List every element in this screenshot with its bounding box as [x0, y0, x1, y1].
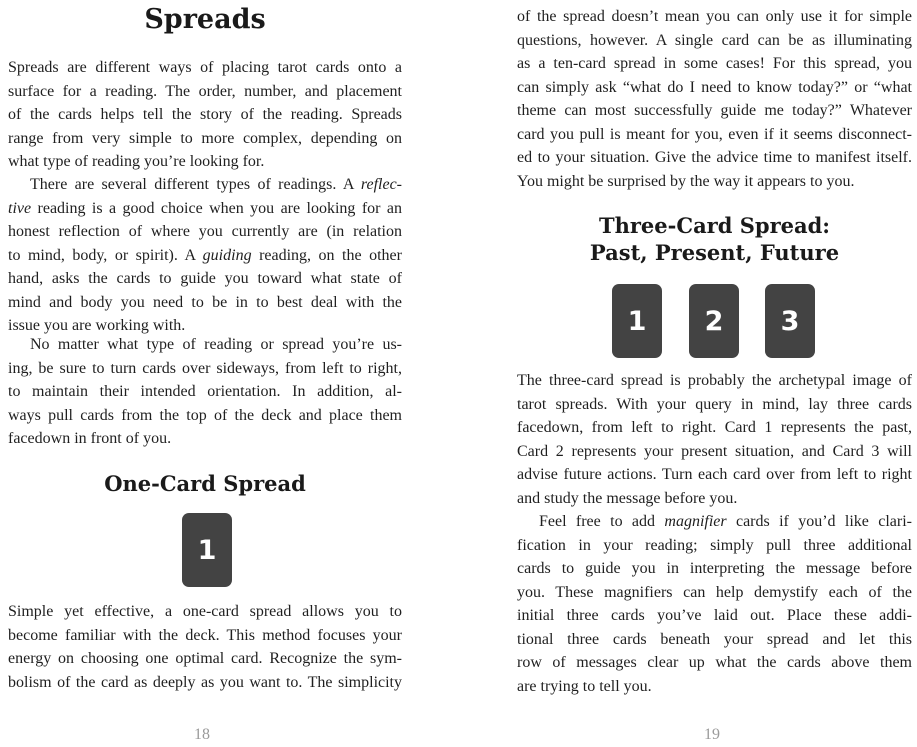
- card-1-illustration: 1: [182, 513, 232, 587]
- text-line: tive reading is a good choice when you are looking for an: [8, 199, 402, 217]
- text-line: energy on choosing one optimal card. Recognize the sym-: [8, 650, 402, 667]
- one-card-heading: One-Card Spread: [104, 471, 306, 496]
- card-2-illustration: 2: [689, 284, 739, 358]
- three-card-heading: [517, 212, 912, 266]
- orientation-paragraph: [8, 333, 402, 451]
- text-line: can simply ask “what do I need to know today?” or “what: [517, 78, 912, 96]
- text-line: honest reflection of where you currently are (in relation: [8, 223, 402, 240]
- text-line: what type of reading you’re looking for.: [8, 153, 265, 170]
- text-line: ways pull cards from the top of the deck and place them: [8, 406, 402, 424]
- text-line: tional three cards beneath your spread and let this: [517, 630, 912, 648]
- text-line: Simple yet effective, a one-card spread allows you to: [8, 603, 402, 620]
- reading-types-paragraph: [8, 173, 402, 338]
- text-line: to maintain their intended orientation. In addition, al-: [8, 383, 402, 400]
- continued-paragraph: [517, 5, 912, 193]
- text-line: become familiar with the deck. This method focuses your: [8, 626, 402, 644]
- text-line: Card 2 represents your present situation, and Card 3 will: [517, 442, 912, 460]
- text-line: Spreads are different ways of placing tarot cards onto a: [8, 59, 402, 76]
- text-line: to mind, body, or spirit). A guiding reading, on the other: [8, 246, 402, 264]
- card-1-illustration: 1: [612, 284, 662, 358]
- text-line: theme can most successfully guide me today?” Whatever: [517, 102, 912, 119]
- text-line: initial three cards you’ve laid out. Place these addi-: [517, 607, 912, 624]
- text-line: advise future actions. Turn each card over from left to right: [517, 466, 912, 483]
- text-line: and study the message before you.: [517, 489, 738, 507]
- text-line: ed to your situation. Give the advice time to manifest itself.: [517, 149, 912, 166]
- text-line: as a ten-card spread in some cases! For this spread, you: [517, 55, 912, 72]
- heading-line: Past, Present, Future: [589, 240, 840, 265]
- text-line: cards to guide you in interpreting the message before: [517, 560, 912, 577]
- three-card-paragraph: [517, 369, 912, 510]
- text-line: Feel free to add magnifier cards if you’d like clari-: [539, 513, 912, 530]
- text-line: issue you are working with.: [8, 317, 186, 334]
- page-number: 19: [704, 726, 720, 743]
- text-line: No matter what type of reading or spread you’re us-: [30, 336, 402, 353]
- text-line: tarot spreads. With your query in mind, lay three cards: [517, 395, 912, 413]
- text-line: fication in your reading; simply pull three additional: [517, 536, 912, 554]
- text-line: facedown, from left to right. Card 1 represents the past,: [517, 419, 912, 436]
- text-line: mind and body you need to be in to best deal with the: [8, 293, 402, 311]
- text-line: facedown in front of you.: [8, 430, 172, 447]
- text-line: hand, asks the cards to guide you toward what state of: [8, 270, 402, 287]
- text-line: ing, be sure to turn cards over sideways, from left to right,: [8, 359, 402, 377]
- text-line: surface for a reading. The order, number, and placement: [8, 82, 402, 100]
- left-page: [8, 0, 402, 747]
- text-line: of the cards helps tell the story of the reading. Spreads: [8, 106, 402, 123]
- text-line: of the spread doesn’t mean you can only use it for simple: [517, 8, 912, 25]
- text-line: bolism of the card as deeply as you want to. The simplicity: [8, 673, 402, 691]
- one-card-paragraph: [8, 600, 402, 694]
- text-line: There are several different types of readings. A reflec-: [30, 176, 402, 193]
- page-title: Spreads: [144, 4, 266, 35]
- magnifier-paragraph: [517, 510, 912, 698]
- heading-line: Three-Card Spread:: [598, 213, 831, 238]
- text-line: The three-card spread is probably the archetypal image of: [517, 372, 912, 389]
- text-line: are trying to tell you.: [517, 677, 652, 695]
- page-number: 18: [194, 726, 210, 743]
- card-3-illustration: 3: [765, 284, 815, 358]
- text-line: card you pull is meant for you, even if it seems disconnect-: [517, 125, 912, 143]
- text-line: questions, however. A single card can be as illuminating: [517, 31, 912, 49]
- text-line: range from very simple to more complex, depending on: [8, 129, 402, 147]
- text-line: you. These magnifiers can help demystify each of the: [517, 583, 912, 601]
- text-line: row of messages clear up what the cards above them: [517, 654, 912, 671]
- text-line: You might be surprised by the way it appears to you.: [517, 172, 855, 190]
- right-page: [517, 0, 912, 747]
- intro-paragraph: [8, 56, 402, 174]
